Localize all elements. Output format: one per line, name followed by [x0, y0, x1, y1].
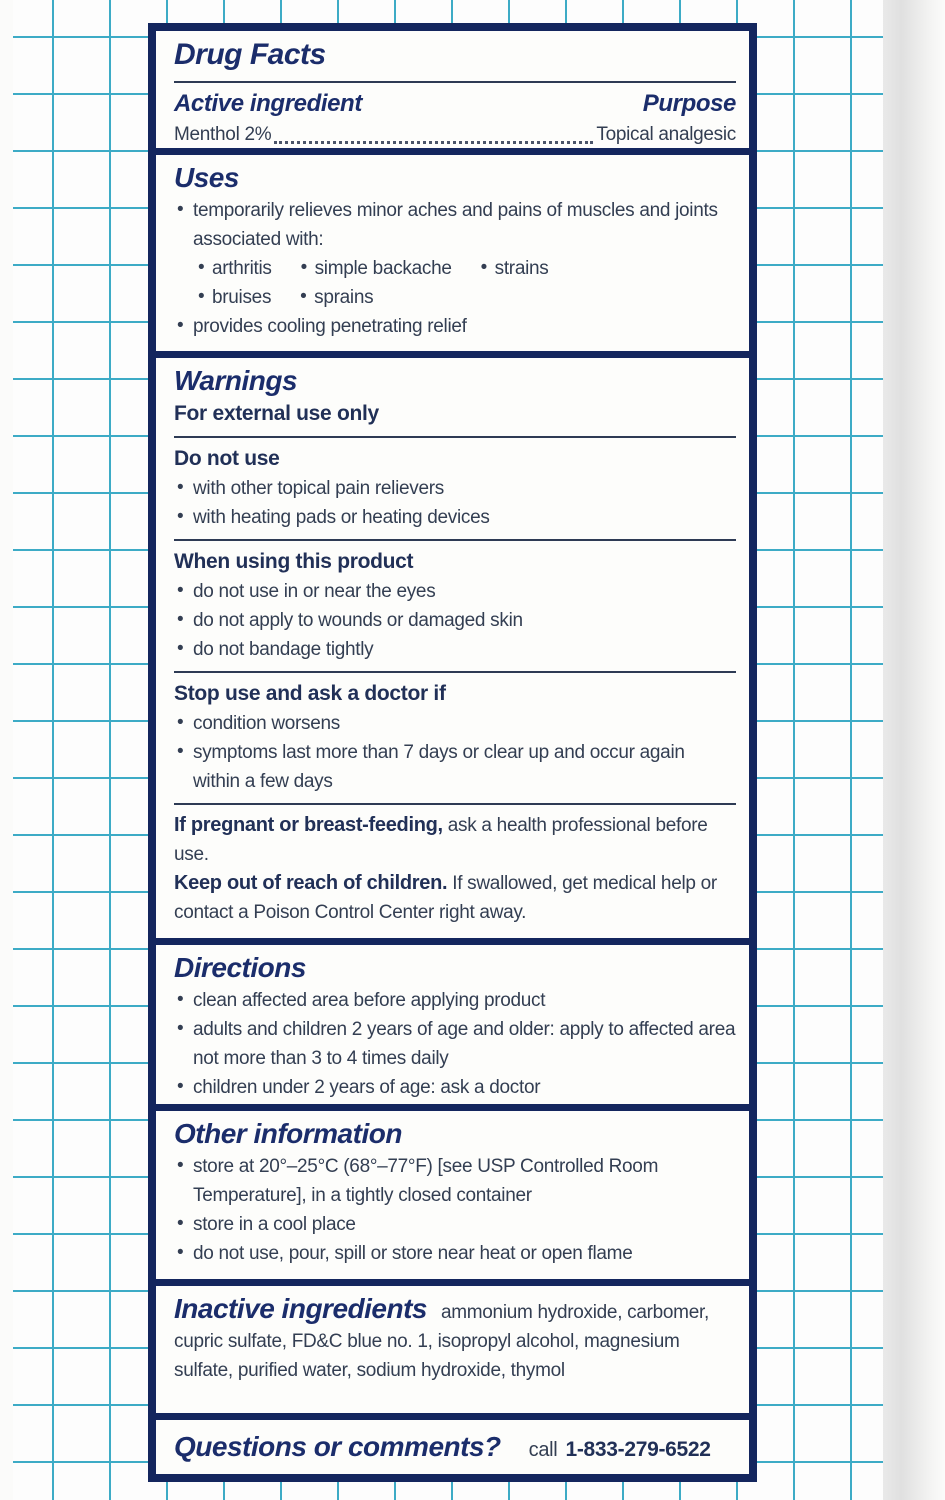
- active-ingredient-heading: Active ingredient: [174, 90, 362, 117]
- ingredient-purpose: Topical analgesic: [596, 124, 736, 145]
- uses-heading: Uses: [174, 162, 239, 193]
- directions-heading: Directions: [174, 952, 306, 983]
- purpose-heading: Purpose: [642, 90, 736, 117]
- other-information-heading: Other information: [174, 1118, 402, 1149]
- section-separator: [156, 1413, 749, 1420]
- questions-heading: Questions or comments?: [174, 1431, 501, 1462]
- other-information-bullet: • do not use, pour, spill or store near heat or open flame: [174, 1239, 736, 1268]
- uses-sub-bullet: • simple backache: [298, 254, 452, 283]
- directions-bullet: • adults and children 2 years of age and older: apply to affected area not more than 3 to 4 times daily: [174, 1015, 736, 1073]
- section-other-information: [156, 1111, 749, 1279]
- do-not-use-list: [174, 474, 736, 532]
- do-not-use-bullet: • with other topical pain relievers: [174, 474, 736, 503]
- divider: [174, 81, 736, 83]
- uses-list-2: [174, 312, 736, 341]
- divider: [174, 539, 736, 541]
- inactive-ingredients-heading: Inactive ingredients: [174, 1293, 427, 1324]
- divider: [174, 803, 736, 805]
- right-edge-fade: [883, 0, 945, 1500]
- section-separator: [156, 938, 749, 945]
- uses-sub-bullet: • sprains: [297, 283, 373, 312]
- stop-use-bullet: • condition worsens: [174, 709, 736, 738]
- other-information-list: [174, 1152, 736, 1268]
- uses-sub-bullet: • arthritis: [195, 254, 272, 283]
- questions-row: [174, 1429, 736, 1465]
- pregnant-warning: [174, 811, 736, 869]
- directions-bullet: • children under 2 years of age: ask a doctor: [174, 1073, 736, 1102]
- pregnant-warning-rest: ask a health professional before use.: [174, 815, 708, 865]
- directions-list: [174, 986, 736, 1102]
- do-not-use-bullet: • with heating pads or heating devices: [174, 503, 736, 532]
- phone-number: 1-833-279-6522: [565, 1438, 711, 1461]
- other-information-bullet: • store at 20°–25°C (68°–77°F) [see USP Controlled Room Temperature], in a tightly closed container: [174, 1152, 736, 1210]
- section-separator: [156, 1104, 749, 1111]
- children-warning: [174, 869, 736, 927]
- uses-sub-bullet: • strains: [478, 254, 549, 283]
- active-ingredient-row: [174, 120, 736, 148]
- uses-list: [174, 196, 736, 254]
- uses-sub-list-2: [174, 283, 736, 312]
- ingredient-name: Menthol 2%: [174, 124, 272, 145]
- children-warning-rest: If swallowed, get medical help or contact a Poison Control Center right away.: [174, 873, 717, 923]
- do-not-use-heading: Do not use: [174, 447, 280, 470]
- pregnant-warning-bold: If pregnant or breast-feeding,: [174, 814, 443, 836]
- stop-use-bullet: • symptoms last more than 7 days or clear up and occur again within a few days: [174, 738, 736, 796]
- divider: [174, 436, 736, 438]
- section-separator: [156, 148, 749, 155]
- uses-bullet: • temporarily relieves minor aches and pains of muscles and joints associated with:: [174, 196, 736, 254]
- section-inactive-ingredients: [156, 1286, 749, 1413]
- when-using-list: [174, 577, 736, 664]
- uses-sub-list-1: [174, 254, 736, 283]
- divider: [174, 671, 736, 673]
- uses-bullet: • provides cooling penetrating relief: [174, 312, 736, 341]
- inactive-ingredients-paragraph: [174, 1291, 736, 1385]
- when-using-bullet: • do not bandage tightly: [174, 635, 736, 664]
- directions-bullet: • clean affected area before applying product: [174, 986, 736, 1015]
- drug-facts-title: Drug Facts: [174, 38, 326, 71]
- section-questions: [156, 1420, 749, 1474]
- stop-use-heading: Stop use and ask a doctor if: [174, 682, 446, 705]
- section-warnings: [156, 358, 749, 938]
- active-ingredient-header-row: [174, 89, 736, 119]
- section-uses: [156, 155, 749, 351]
- section-directions: [156, 945, 749, 1104]
- stop-use-list: [174, 709, 736, 796]
- section-separator: [156, 351, 749, 358]
- section-separator: [156, 1279, 749, 1286]
- warnings-heading: Warnings: [174, 365, 298, 396]
- external-use-line: For external use only: [174, 402, 379, 425]
- inactive-ingredients-text: ammonium hydroxide, carbomer, cupric sulfate, FD&C blue no. 1, isopropyl alcohol, magnesium sulfate, purified water, sodium hydroxide, thymol: [174, 1302, 709, 1381]
- when-using-bullet: • do not apply to wounds or damaged skin: [174, 606, 736, 635]
- children-warning-bold: Keep out of reach of children.: [174, 872, 448, 894]
- drug-facts-label: [148, 23, 757, 1482]
- uses-sub-bullet: • bruises: [195, 283, 271, 312]
- dotted-leader: [274, 141, 593, 144]
- section-active-ingredient: [156, 31, 749, 148]
- other-information-bullet: • store in a cool place: [174, 1210, 736, 1239]
- when-using-bullet: • do not use in or near the eyes: [174, 577, 736, 606]
- when-using-heading: When using this product: [174, 550, 414, 573]
- call-label: call: [528, 1439, 558, 1461]
